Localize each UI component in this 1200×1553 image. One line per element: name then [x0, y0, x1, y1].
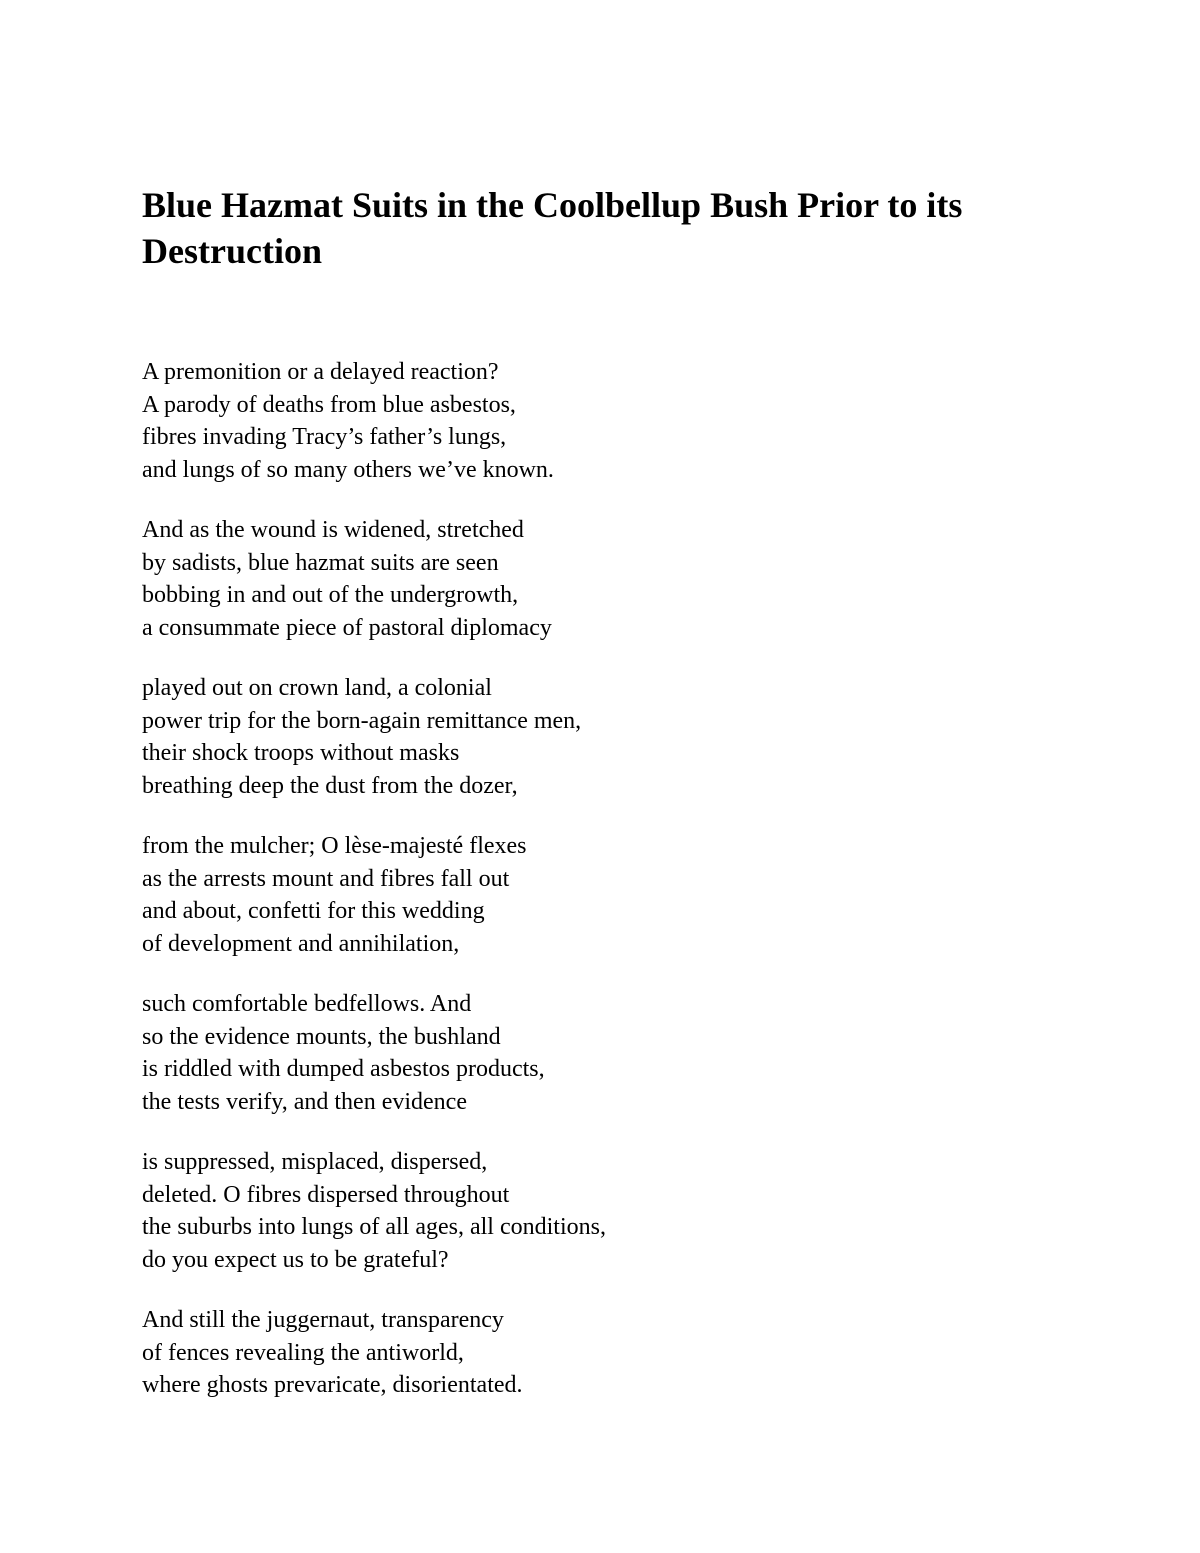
poem-line: breathing deep the dust from the dozer, [142, 772, 518, 799]
stanza [142, 1304, 523, 1402]
poem-title: Blue Hazmat Suits in the Coolbellup Bush Prior to its Destruction [142, 185, 963, 271]
poem-line: A parody of deaths from blue asbestos, [142, 391, 516, 418]
poem-line: the tests verify, and then evidence [142, 1088, 467, 1115]
stanza [142, 1146, 606, 1276]
poem-line: bobbing in and out of the undergrowth, [142, 582, 519, 608]
poem-line: played out on crown land, a colonial [142, 675, 492, 701]
stanza [142, 988, 545, 1118]
poem-line: as the arrests mount and fibres fall out [142, 865, 510, 892]
poem-line: A premonition or a delayed reaction? [142, 359, 499, 385]
poem-line: is riddled with dumped asbestos products, [142, 1056, 545, 1082]
poem-line: of development and annihilation, [142, 930, 460, 957]
poem-line: so the evidence mounts, the bushland [142, 1023, 501, 1050]
stanza [142, 356, 554, 486]
poem-line: is suppressed, misplaced, dispersed, [142, 1149, 488, 1175]
stanza [142, 514, 552, 644]
stanza [142, 830, 527, 960]
poem-line: do you expect us to be grateful? [142, 1246, 449, 1273]
poem-line: from the mulcher; O lèse-majesté flexes [142, 833, 527, 859]
poem-line: such comfortable bedfellows. And [142, 991, 472, 1017]
stanza [142, 672, 581, 802]
poem-line: of fences revealing the antiworld, [142, 1339, 464, 1366]
poem-line: a consummate piece of pastoral diplomacy [142, 614, 552, 641]
poem-line: And as the wound is widened, stretched [142, 517, 524, 543]
poem-line: and about, confetti for this wedding [142, 898, 485, 924]
poem-line: their shock troops without masks [142, 740, 460, 766]
poem-line: fibres invading Tracy’s father’s lungs, [142, 424, 507, 450]
poem-line: by sadists, blue hazmat suits are seen [142, 549, 499, 576]
poem-line: and lungs of so many others we’ve known. [142, 456, 554, 483]
poem-line: the suburbs into lungs of all ages, all conditions, [142, 1214, 606, 1240]
poem-line: where ghosts prevaricate, disorientated. [142, 1372, 523, 1398]
poem-line: power trip for the born-again remittance men, [142, 707, 582, 734]
poem-line: deleted. O fibres dispersed throughout [142, 1181, 510, 1208]
poem-line: And still the juggernaut, transparency [142, 1307, 504, 1333]
